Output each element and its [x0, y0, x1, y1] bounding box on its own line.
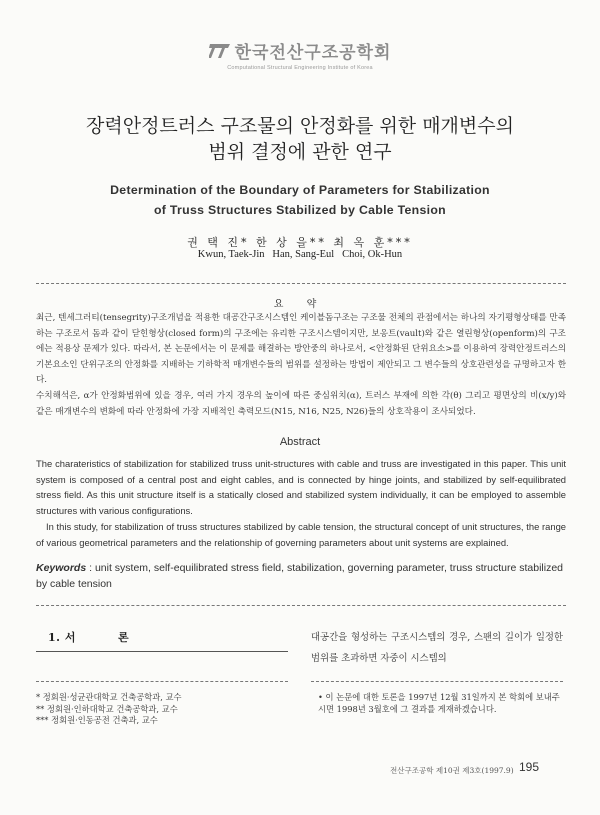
authors-english: Kwun, Taek-Jin Han, Sang-Eul Choi, Ok-Hun — [197, 249, 403, 260]
society-logo-icon — [209, 42, 231, 60]
title-korean-line-1: 장력안정트러스 구조물의 안정화를 위한 매개변수의 — [86, 115, 514, 137]
title-korean — [0, 113, 600, 165]
abstract-heading: Abstract — [279, 436, 321, 448]
authors-korean: 권 택 진* 한 상 을** 최 옥 훈*** — [187, 236, 413, 249]
keywords-text: unit system, self-equilibrated stress field, stabilization, governing parameter, truss structure stabilized by cable tension — [36, 562, 563, 590]
summary-heading: 요 약 — [273, 299, 327, 310]
affiliation-line: *** 정회원·인동공전 건축과, 교수 — [36, 715, 158, 725]
title-korean-line-2: 범위 결정에 관한 연구 — [208, 141, 392, 163]
title-english-line-1: Determination of the Boundary of Parameters for Stabilization — [110, 183, 490, 197]
society-header — [0, 38, 600, 71]
section-heading — [48, 629, 129, 645]
abstract-paragraph: In this study, for stabilization of truss structures stabilized by cable tension, the structural concept of unit structures, the range of various geometrical parameters and the relationship of governing parameters about unit systems are explained. — [36, 520, 566, 548]
summary-body — [36, 311, 566, 420]
footnote-divider-left — [36, 681, 288, 682]
section-number: 1. — [48, 631, 61, 644]
summary-paragraph: 최근, 텐세그러티(tensegrity)구조개념을 적용한 대공간구조시스템인 케이블돔구조는 구조물 전체의 관점에서는 하나의 자기평형상태를 만족하는 구조로서 돔과 같이 닫힌형상(closed form)의 구조에는 유리한 구조시스템이지만, 보옹트(vault)와 같은 열린형상(openform)의 구조에는 적용상 문제가 있다. 따라서, 본 논문에서는 이 문제를 해결하는 방안중의 하나로서, <안정화된 단위요소>를 이용하여 장력안정트러스의 기본요소인 단위구조의 안정화를 지배하는 기하학적 매개변수들의 범위를 설정하는 방법이 제안되고 그 변수들의 상호관련성을 규명하고자 한다. — [36, 313, 566, 386]
footnote-divider-right — [311, 681, 563, 682]
title-english-line-2: of Truss Structures Stabilized by Cable Tension — [154, 203, 446, 217]
title-english — [0, 180, 600, 220]
section-title-part-2: 론 — [117, 631, 130, 644]
section-title-part-1: 서 — [64, 631, 76, 644]
keywords-separator: : — [89, 562, 93, 574]
discussion-note: • 이 논문에 대한 토론을 1997년 12월 31일까지 본 학회에 보내주시면 1998년 3월호에 그 결과를 게재하겠습니다. — [318, 692, 560, 714]
author-affiliations — [36, 692, 182, 727]
affiliation-line: ** 정회원·인하대학교 건축공학과, 교수 — [36, 703, 178, 714]
intro-text: 대공간을 형성하는 구조시스템의 경우, 스팬의 길이가 일정한 범위를 초과하면 자중이 시스템의 — [311, 632, 563, 664]
keywords-label: Keywords — [36, 562, 87, 574]
journal-reference: 전산구조공학 제10권 제3호(1997.9) — [390, 766, 514, 775]
keywords — [36, 560, 566, 592]
divider-middle — [36, 605, 566, 606]
abstract-paragraph: The charateristics of stabilization for stabilized truss unit-structures with cable and truss are investigated in this paper. This unit system is composed of a central post and eight cables, and is connected by hinge joints, and stabilized by self-equilibrated stress field. As this unit structure itself is a statically closed and stabilized system individually, it can be employed to assemble structures with various configurations. — [36, 458, 566, 517]
affiliation-line: * 정회원·성균관대학교 건축공학과, 교수 — [36, 692, 182, 702]
society-name: 한국전산구조공학회 — [234, 43, 392, 63]
abstract-body — [36, 456, 566, 550]
page-number: 195 — [519, 760, 540, 774]
summary-paragraph: 수치해석은, α가 안정화범위에 있을 경우, 여러 가지 경우의 높이에 따른 중심위치(α), 트러스 부재에 의한 각(θ) 그리고 평면상의 비(x/y)와 같은 매개변수의 변화에 따라 안정화에 가장 지배적인 축력모드(N15, N16, N25, N26)들의 상호작용이 조사되었다. — [36, 390, 566, 417]
society-subtitle: Computational Structural Engineering Institute of Korea — [227, 64, 373, 71]
section-rule — [36, 651, 288, 652]
divider-top — [36, 283, 566, 284]
